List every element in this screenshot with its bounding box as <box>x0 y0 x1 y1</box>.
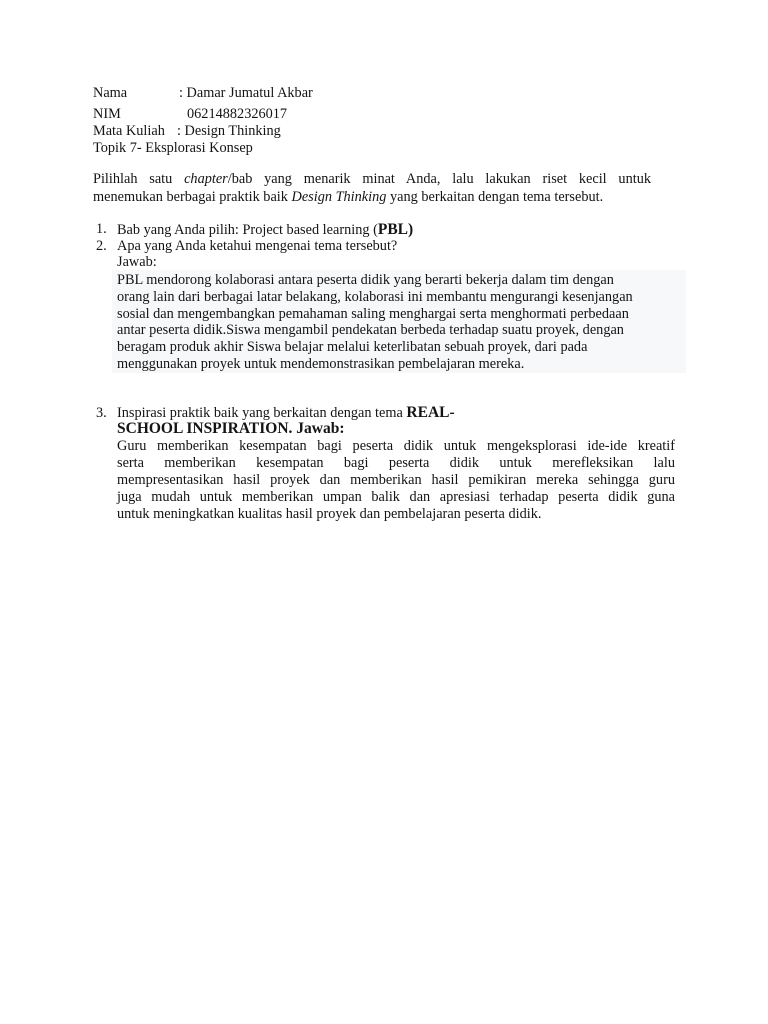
matkul-value: : Design Thinking <box>177 123 281 139</box>
intro-line-1: Pilihlah satu chapter/bab yang menarik minat Anda, lalu lakukan riset kecil untuk <box>93 171 651 187</box>
item-3-heading: SCHOOL INSPIRATION. Jawab: <box>117 420 345 437</box>
answer-3-line: Guru memberikan kesempatan bagi peserta didik untuk mengeksplorasi ide-ide kreatif <box>117 438 675 454</box>
topik-line: Topik 7- Eksplorasi Konsep <box>93 140 253 156</box>
intro-line-2: menemukan berbagai praktik baik Design Thinking yang berkaitan dengan tema tersebut. <box>93 189 604 205</box>
answer-2-paragraph <box>117 272 633 373</box>
intro-paragraph <box>93 170 651 206</box>
answer-3-line: untuk meningkatkan kualitas hasil proyek dan pembelajaran peserta didik. <box>117 506 542 522</box>
nama-value: : Damar Jumatul Akbar <box>179 85 313 101</box>
answer-3-paragraph <box>117 438 675 523</box>
answer-2-line: antar peserta didik.Siswa mengambil pendekatan berbeda terhadap suatu proyek, dengan <box>117 322 624 339</box>
nim-label: NIM <box>93 106 121 122</box>
answer-2-line: orang lain dari berbagai latar belakang, kolaborasi ini membantu mengurangi kesenjangan <box>117 288 633 305</box>
item-3-number: 3. <box>96 405 107 421</box>
item-3-text: Inspirasi praktik baik yang berkaitan dengan tema REAL- <box>117 404 455 421</box>
nim-value: 06214882326017 <box>187 106 288 122</box>
item-1-text: Bab yang Anda pilih: Project based learning (PBL) <box>117 221 414 238</box>
matkul-label: Mata Kuliah <box>93 123 165 139</box>
answer-2-line: menggunakan proyek untuk mendemonstrasikan pembelajaran mereka. <box>117 355 525 372</box>
answer-2-line: sosial dan mengembangkan pemahaman saling menghargai serta menghormati perbedaan <box>117 305 629 322</box>
item-2-text: Apa yang Anda ketahui mengenai tema tersebut? <box>117 238 398 254</box>
item-2-jawab-label: Jawab: <box>117 254 157 270</box>
nama-label: Nama <box>93 85 128 101</box>
answer-2-line: PBL mendorong kolaborasi antara peserta didik yang berarti bekerja dalam tim dengan <box>117 272 614 288</box>
item-1-number: 1. <box>96 221 107 237</box>
answer-2-line: beragam produk akhir Siswa belajar melalui keterlibatan sebuah proyek, dari pada <box>117 339 588 356</box>
item-2-number: 2. <box>96 238 107 254</box>
answer-3-line: serta memberikan kesempatan bagi peserta didik untuk merefleksikan lalu <box>117 455 675 471</box>
answer-3-line: mempresentasikan hasil proyek dan memberikan hasil pemikiran mereka sehingga guru <box>117 472 675 488</box>
answer-3-line: juga mudah untuk memberikan umpan balik dan apresiasi terhadap peserta didik guna <box>117 489 675 505</box>
